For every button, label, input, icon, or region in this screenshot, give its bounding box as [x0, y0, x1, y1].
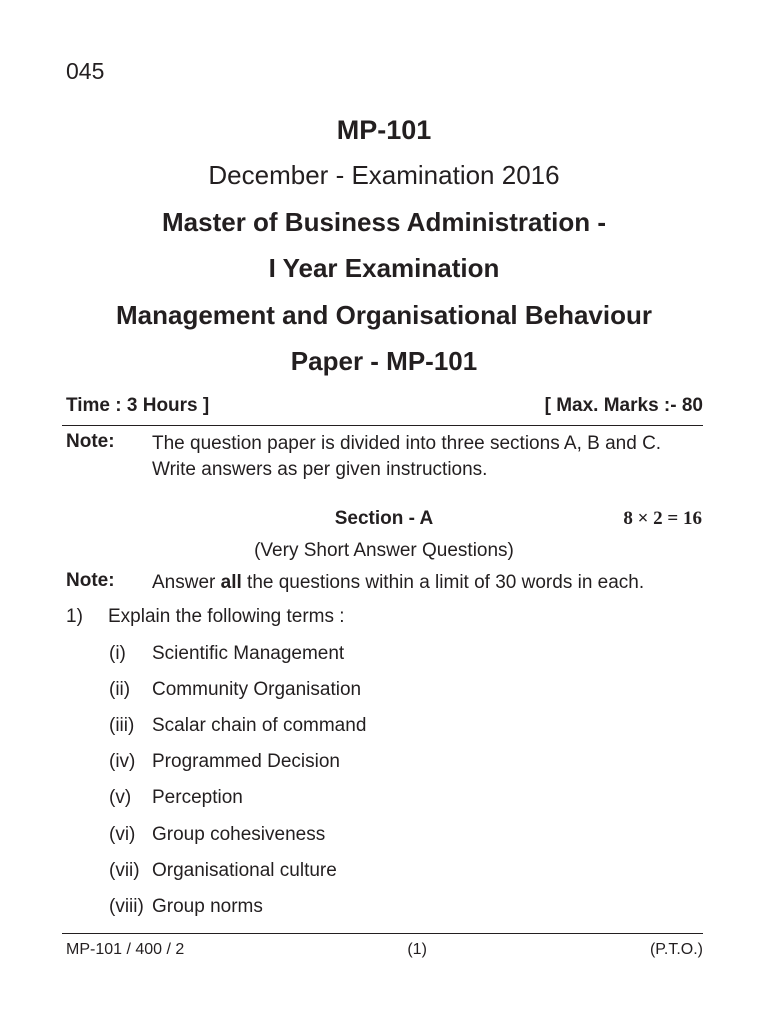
question-number: 1)	[66, 606, 83, 627]
note-text-emphasis: all	[220, 572, 242, 593]
item-term: Organisational culture	[152, 860, 337, 881]
item-term: Programmed Decision	[152, 751, 340, 772]
note-text-start: Answer	[152, 572, 221, 593]
note-text-end: the questions within a limit of 30 words in each.	[241, 572, 645, 593]
section-title: Section - A	[334, 508, 434, 529]
exam-session: December - Examination 2016	[208, 160, 560, 190]
item-term: Scalar chain of command	[152, 715, 367, 736]
footer-code: MP-101 / 400 / 2	[66, 941, 185, 958]
item-numeral: (ii)	[109, 679, 131, 700]
item-numeral: (iv)	[109, 751, 136, 772]
page-footer	[66, 941, 703, 959]
item-term: Scientific Management	[152, 643, 345, 664]
year-title: I Year Examination	[268, 253, 500, 283]
please-turn-over: (P.T.O.)	[649, 941, 703, 958]
max-marks: [ Max. Marks :- 80	[544, 395, 703, 416]
footer-divider	[62, 933, 703, 934]
item-numeral: (vi)	[109, 824, 136, 845]
paper-title: Paper - MP-101	[290, 346, 478, 376]
note-text: The question paper is divided into three sections A, B and C. Write answers as per given instructions.	[152, 433, 662, 480]
header-divider	[62, 425, 703, 426]
item-numeral: (vii)	[109, 860, 140, 881]
serial-number: 045	[66, 58, 105, 84]
note-text	[152, 570, 704, 596]
degree-title: Master of Business Administration -	[162, 207, 606, 237]
item-numeral: (v)	[109, 787, 132, 808]
item-term: Group cohesiveness	[152, 824, 326, 845]
item-term: Perception	[152, 787, 243, 808]
item-numeral: (i)	[109, 643, 126, 664]
section-subtitle: (Very Short Answer Questions)	[254, 540, 514, 561]
item-numeral: (viii)	[109, 896, 144, 917]
paper-code-title: MP-101	[336, 115, 432, 145]
time-allowed: Time : 3 Hours ]	[66, 395, 210, 416]
item-term: Group norms	[152, 896, 263, 917]
question-text: Explain the following terms :	[108, 606, 345, 627]
section-marks: 8 × 2 = 16	[623, 508, 702, 529]
item-term: Community Organisation	[152, 679, 362, 700]
exam-meta-row	[66, 395, 703, 417]
note-label: Note:	[66, 431, 115, 452]
note-label: Note:	[66, 570, 115, 591]
item-numeral: (iii)	[109, 715, 135, 736]
page-number: (1)	[407, 941, 427, 958]
subject-title: Management and Organisational Behaviour	[116, 300, 652, 330]
